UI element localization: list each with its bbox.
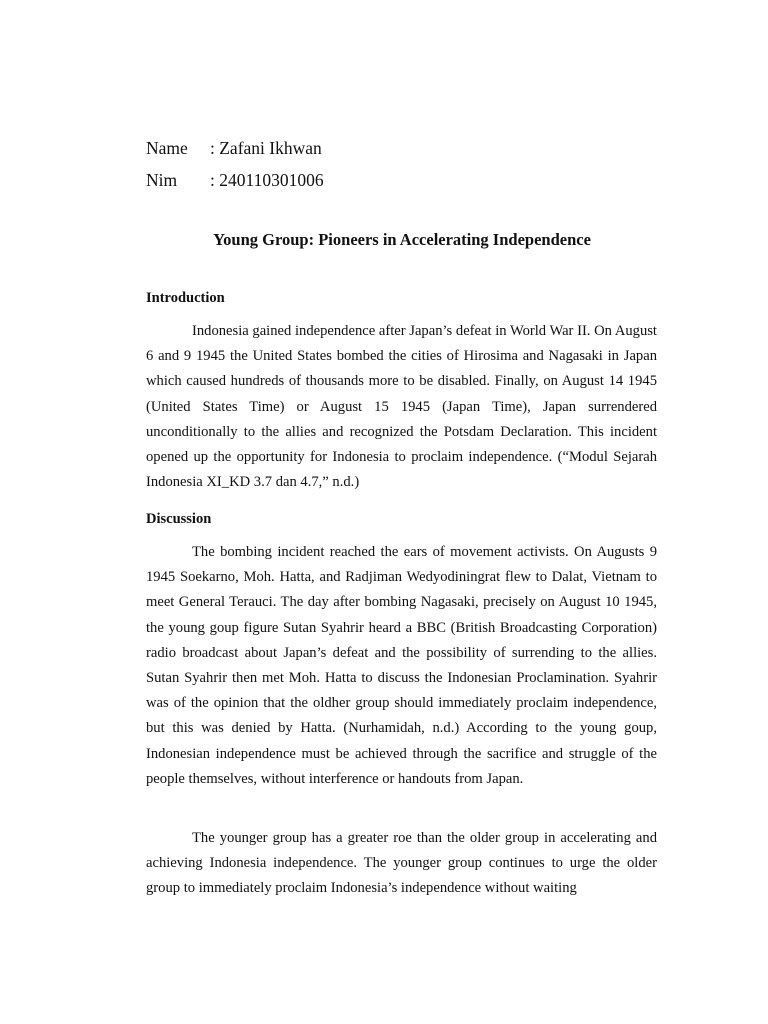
discussion-paragraph-2: The younger group has a greater roe than the older group in accelerating and achieving Indonesia independence. The younger group continues to urge the older group to immediately proclaim Indonesia’s independence without waiting (146, 830, 657, 897)
introduction-paragraph: Indonesia gained independence after Japan’s defeat in World War II. On August 6 and 9 1945 the United States bombed the cities of Hirosima and Nagasaki in Japan which caused hundreds of thousands more to be disabled. Finally, on August 14 1945 (United States Time) or August 15 1945 (Japan Time), Japan surrendered unconditionally to the allies and recognized the Potsdam Declaration. This incident opened up the opportunity for Indonesia to proclaim independence. (“Modul Sejarah Indonesia XI_KD 3.7 dan 4.7,” n.d.) (146, 323, 657, 491)
name-value: : Zafani Ikhwan (210, 138, 322, 158)
section-heading-introduction: Introduction (146, 290, 225, 306)
student-nim-row (146, 169, 324, 191)
section-heading-discussion: Discussion (146, 511, 212, 527)
student-name-row (146, 137, 322, 159)
nim-label: Nim (146, 170, 178, 190)
nim-value: : 240110301006 (210, 170, 324, 190)
discussion-paragraph-1: The bombing incident reached the ears of movement activists. On Augusts 9 1945 Soekarno, Moh. Hatta, and Radjiman Wedyodiningrat flew to Dalat, Vietnam to meet General Terauci. The day after bombing Nagasaki, precisely on August 10 1945, the young goup figure Sutan Syahrir heard a BBC (British Broadcasting Corporation) radio broadcast about Japan’s defeat and the possibility of surrending to the allies. Sutan Syahrir then met Moh. Hatta to discuss the Indonesian Proclamination. Syahrir was of the opinion that the oldher group should immediately proclaim independence, but this was denied by Hatta. (Nurhamidah, n.d.) According to the young goup, Indonesian independence must be achieved through the sacrifice and struggle of the people themselves, without interference or handouts from Japan. (146, 544, 657, 787)
name-label: Name (146, 138, 188, 158)
document-title: Young Group: Pioneers in Accelerating Independence (213, 230, 591, 249)
